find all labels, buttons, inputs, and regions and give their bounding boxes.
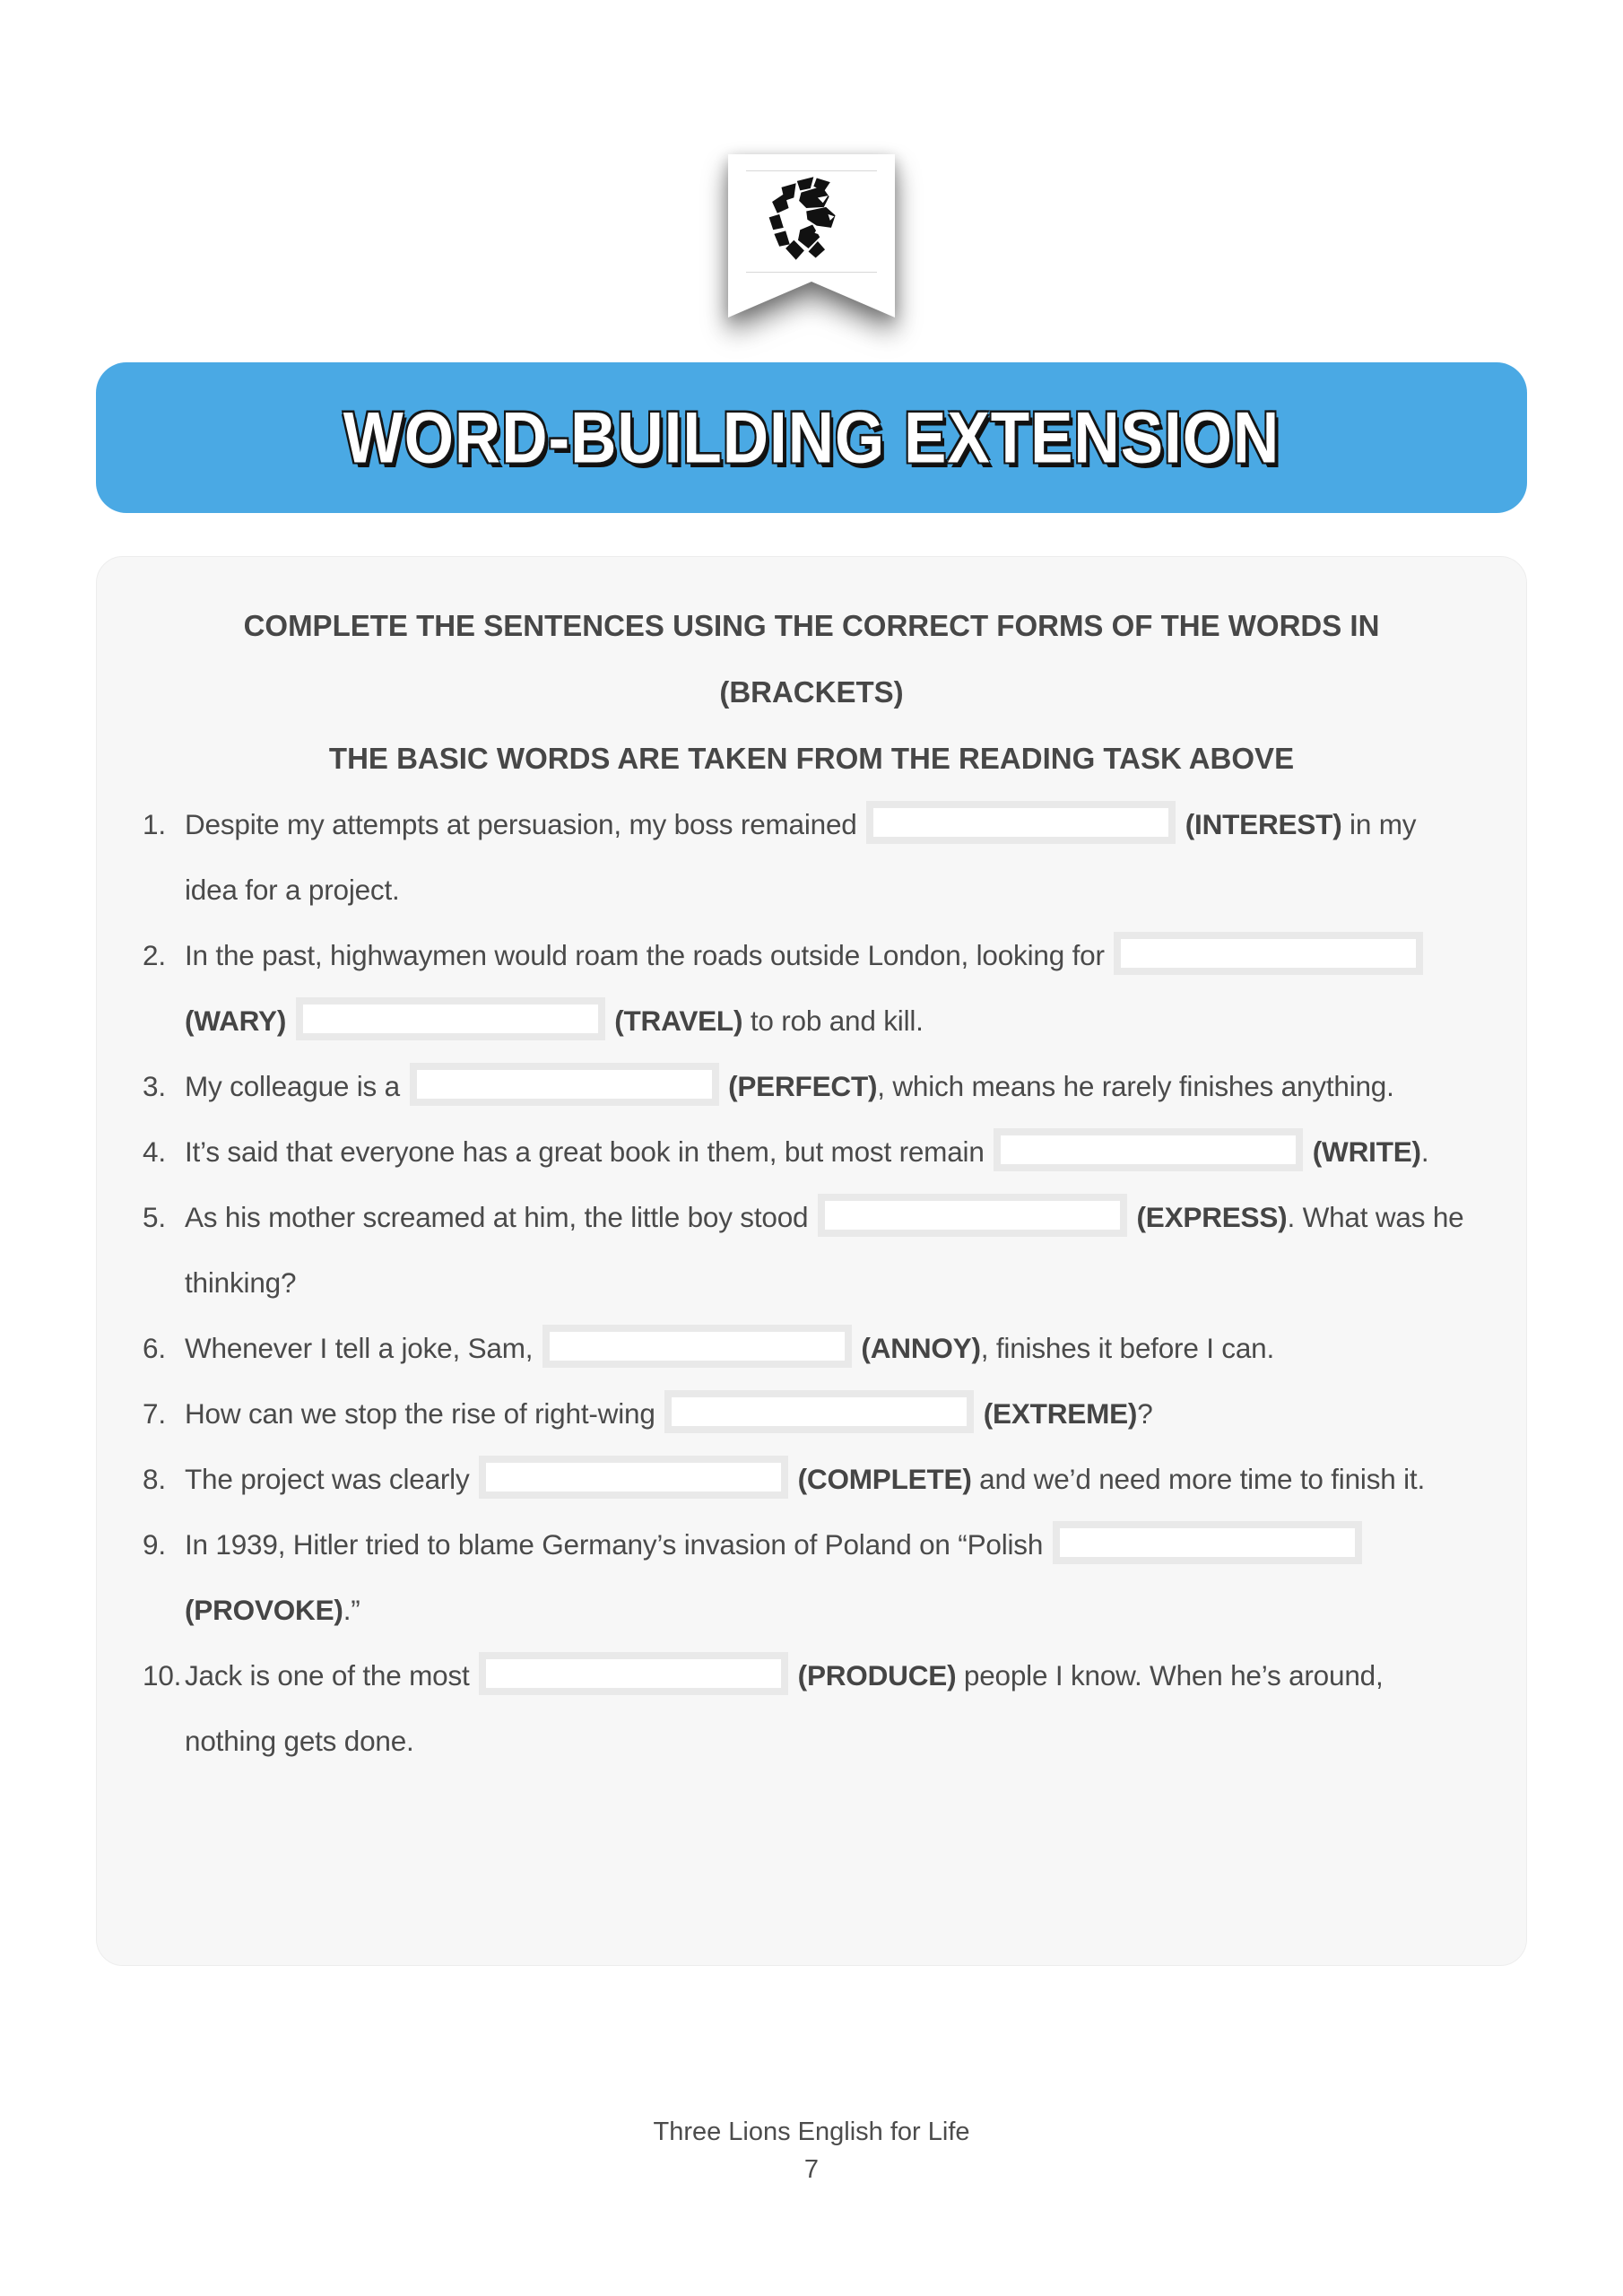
page-title: WORD-BUILDING EXTENSION — [343, 396, 1280, 479]
exercise-item — [143, 1316, 1474, 1381]
answer-blank[interactable] — [479, 1456, 788, 1499]
sentence-text: Despite my attempts at persuasion, my boss remained — [185, 808, 865, 840]
item-number: 10. — [143, 1659, 182, 1692]
answer-blank[interactable] — [410, 1063, 719, 1106]
item-number: 7. — [143, 1397, 166, 1430]
sentence-text: As his mother screamed at him, the little boy stood — [185, 1201, 816, 1233]
bookmark-ribbon — [728, 154, 895, 317]
sentence-text: In 1939, Hitler tried to blame Germany’s invasion of Poland on “Polish — [185, 1528, 1051, 1561]
sentence-text: Jack is one of the most — [185, 1659, 478, 1692]
sentence-text: In the past, highwaymen would roam the roads outside London, looking for — [185, 939, 1113, 971]
sentence-text: . — [1420, 1135, 1429, 1168]
item-number: 8. — [143, 1463, 166, 1495]
sentence-text: to rob and kill. — [742, 1004, 924, 1037]
sentence-text: How can we stop the rise of right-wing — [185, 1397, 664, 1430]
worksheet-panel — [96, 556, 1527, 1966]
sentence-text: and we’d need more time to finish it. — [971, 1463, 1426, 1495]
bracket-word: (EXPRESS) — [1128, 1201, 1288, 1233]
exercise-item — [143, 1512, 1474, 1643]
exercise-item — [143, 1447, 1474, 1512]
item-number: 9. — [143, 1528, 166, 1561]
bracket-word: (COMPLETE) — [790, 1463, 972, 1495]
exercise-item — [143, 1185, 1474, 1316]
sentence-text: people I know. When he’s around, nothing gets done. — [185, 1659, 1384, 1757]
sentence-text: in my idea for a project. — [185, 808, 1417, 906]
instructions — [97, 593, 1526, 792]
item-number: 1. — [143, 808, 166, 840]
item-number: 4. — [143, 1135, 166, 1168]
answer-blank[interactable] — [866, 801, 1176, 844]
page-number: 7 — [803, 2155, 820, 2184]
title-banner — [96, 362, 1527, 513]
items-list — [97, 792, 1526, 1810]
exercise-item — [143, 792, 1474, 923]
exercise-item — [143, 1054, 1474, 1119]
footer-text: Three Lions English for Life — [653, 2118, 970, 2146]
exercise-item — [143, 1643, 1474, 1774]
sentence-text: .” — [343, 1594, 360, 1626]
bracket-word: (PERFECT) — [720, 1070, 878, 1102]
answer-blank[interactable] — [1114, 932, 1423, 975]
bracket-word: (ANNOY) — [853, 1332, 981, 1364]
lion-logo-icon — [759, 175, 864, 268]
answer-blank[interactable] — [994, 1128, 1303, 1171]
answer-blank[interactable] — [542, 1325, 852, 1368]
bracket-word: (EXTREME) — [976, 1397, 1138, 1430]
page-footer — [0, 2113, 1623, 2188]
item-number: 6. — [143, 1332, 166, 1364]
lion-logo-frame — [746, 170, 877, 273]
sentence-text: , finishes it before I can. — [980, 1332, 1275, 1364]
answer-blank[interactable] — [479, 1652, 788, 1695]
exercise-item — [143, 1381, 1474, 1447]
bracket-word: (WRITE) — [1305, 1135, 1421, 1168]
logo-bookmark — [728, 154, 895, 317]
item-number: 5. — [143, 1201, 166, 1233]
bracket-word: (TRAVEL) — [606, 1004, 743, 1037]
sentence-text: The project was clearly — [185, 1463, 478, 1495]
exercise-item — [143, 923, 1474, 1054]
item-number: 3. — [143, 1070, 166, 1102]
answer-blank[interactable] — [296, 997, 605, 1040]
instruction-line-1: COMPLETE THE SENTENCES USING THE CORRECT FORMS OF THE WORDS IN — [243, 609, 1380, 642]
bracket-word: (PRODUCE) — [790, 1659, 957, 1692]
answer-blank[interactable] — [664, 1390, 974, 1433]
sentence-text: My colleague is a — [185, 1070, 408, 1102]
item-number: 2. — [143, 939, 166, 971]
answer-blank[interactable] — [818, 1194, 1127, 1237]
sentence-text: . What was he thinking? — [185, 1201, 1464, 1299]
sentence-text: It’s said that everyone has a great book in them, but most remain — [185, 1135, 993, 1168]
sentence-text: , which means he rarely finishes anything. — [877, 1070, 1394, 1102]
instruction-line-3: THE BASIC WORDS ARE TAKEN FROM THE READING TASK ABOVE — [328, 742, 1295, 775]
exercise-item — [143, 1119, 1474, 1185]
instruction-line-2: (BRACKETS) — [719, 675, 904, 709]
bracket-word: (PROVOKE) — [185, 1594, 343, 1626]
bracket-word: (WARY) — [185, 1004, 294, 1037]
sentence-text: Whenever I tell a joke, Sam, — [185, 1332, 541, 1364]
bracket-word: (INTEREST) — [1177, 808, 1342, 840]
answer-blank[interactable] — [1053, 1521, 1362, 1564]
sentence-text: ? — [1137, 1397, 1153, 1430]
